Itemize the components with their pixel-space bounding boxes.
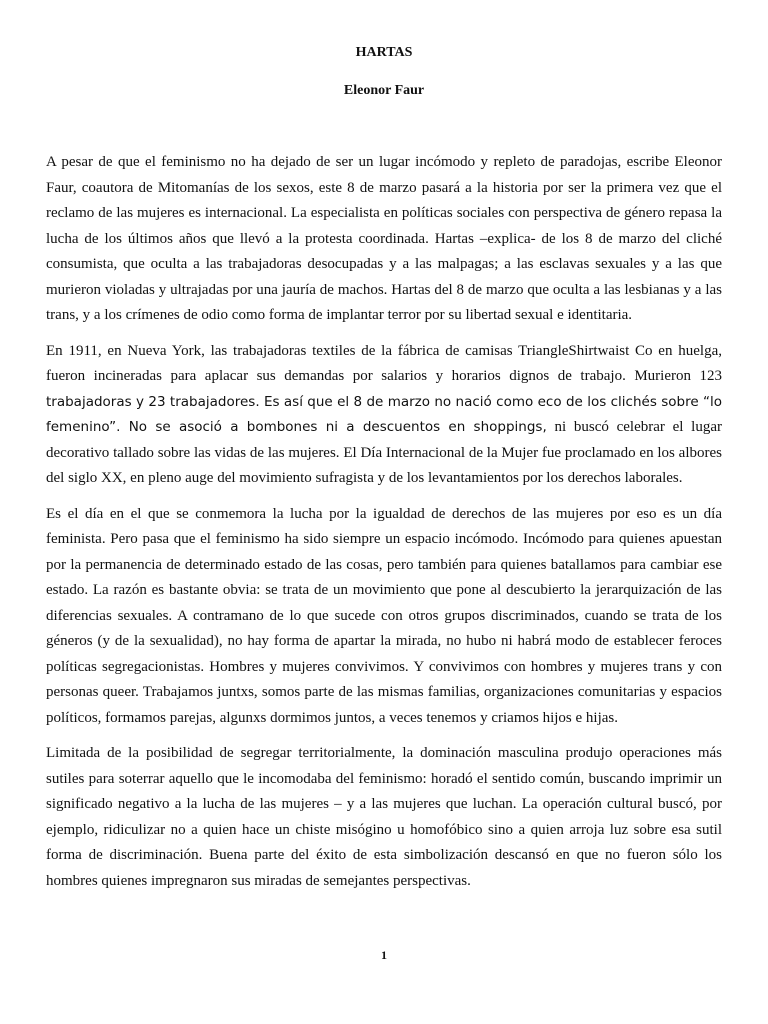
page-number: 1 (381, 948, 387, 962)
document-author: Eleonor Faur (343, 83, 425, 98)
paragraph-4-text: Limitada de la posibilidad de segregar territorialmente, la dominación masculina produjo operaciones más sutiles para soterrar aquello que le incomodaba del feminismo: horadó el sentido común, buscando imprimir un significado negativo a la lucha de las mujeres – y a las mujeres que luchan. La operación cultural buscó, por ejemplo, ridiculizar no a quien hace un chiste misógino u homofóbico sino a quien arroja luz sobre esa sutil forma de discriminación. Buena parte del éxito de esta simbolización descansó en que no fueron sólo los hombres quienes impregnaron sus miradas de semejantes perspectivas. (46, 745, 722, 889)
paragraph-1 (46, 150, 722, 329)
paragraph-2-text-c: ni buscó celebrar el lugar decorativo tallado sobre las vidas de las mujeres. El Día Internacional de la Mujer fue proclamado en los albores del siglo XX, en pleno auge del movimiento sufragista y de los levantamientos por los derechos laborales. (46, 419, 722, 486)
paragraph-2 (46, 339, 722, 492)
paragraph-3 (46, 502, 722, 732)
paragraph-3-text: Es el día en el que se conmemora la lucha por la igualdad de derechos de las mujeres por eso es un día feminista. Pero pasa que el feminismo ha sido siempre un espacio incómodo. Incómodo para quienes apuestan por la permanencia de determinado estado de las cosas, pero también para quienes batallamos para cambiar ese estado. La razón es bastante obvia: se trata de un movimiento que pone al descubierto la jerarquización de las diferencias sexuales. A contramano de lo que sucede con otros grupos discriminados, cuando se trata de los géneros (y de la sexualidad), no hay forma de apartar la mirada, no hubo ni habrá modo de establecer feroces políticas segregacionistas. Hombres y mujeres convivimos. Y convivimos con hombres y mujeres trans y con personas queer. Trabajamos juntxs, somos parte de las mismas familias, organizaciones comunitarias y espacios políticos, formamos parejas, algunxs dormimos juntos, a veces tenemos y criamos hijos e hijas. (46, 505, 722, 726)
paragraph-1-text: A pesar de que el feminismo no ha dejado de ser un lugar incómodo y repleto de paradojas, escribe Eleonor Faur, coautora de Mitomanías de los sexos, este 8 de marzo pasará a la historia por ser la primera vez que el reclamo de las mujeres es internacional. La especialista en políticas sociales con perspectiva de género repasa la lucha de los últimos años que llevó a la protesta coordinada. Hartas –explica- de los 8 de marzo del cliché consumista, que oculta a las trabajadoras desocupadas y a las malpagas; a las esclavas sexuales y a las que murieron violadas y ultrajadas por una jauría de machos. Hartas del 8 de marzo que oculta a las lesbianas y a las trans, y a los crímenes de odio como forma de implantar terror por su libertad sexual e identitaria. (46, 154, 722, 323)
paragraph-4 (46, 741, 722, 894)
paragraph-2-text-a: En 1911, en Nueva York, las trabajadoras textiles de la fábrica de camisas TriangleShirtwaist Co en huelga, fueron incineradas para aplacar sus demandas por salarios y horarios dignos de trabajo. Murieron 123 (46, 342, 722, 384)
document-title: HARTAS (355, 45, 413, 60)
document-body (46, 150, 722, 904)
paragraph-2-text-b: trabajadoras y 23 trabajadores. Es así que el 8 de marzo no nació como eco de los clichés sobre “lo femenino”. No se asoció a bombones ni a descuentos en shoppings, (46, 393, 722, 435)
